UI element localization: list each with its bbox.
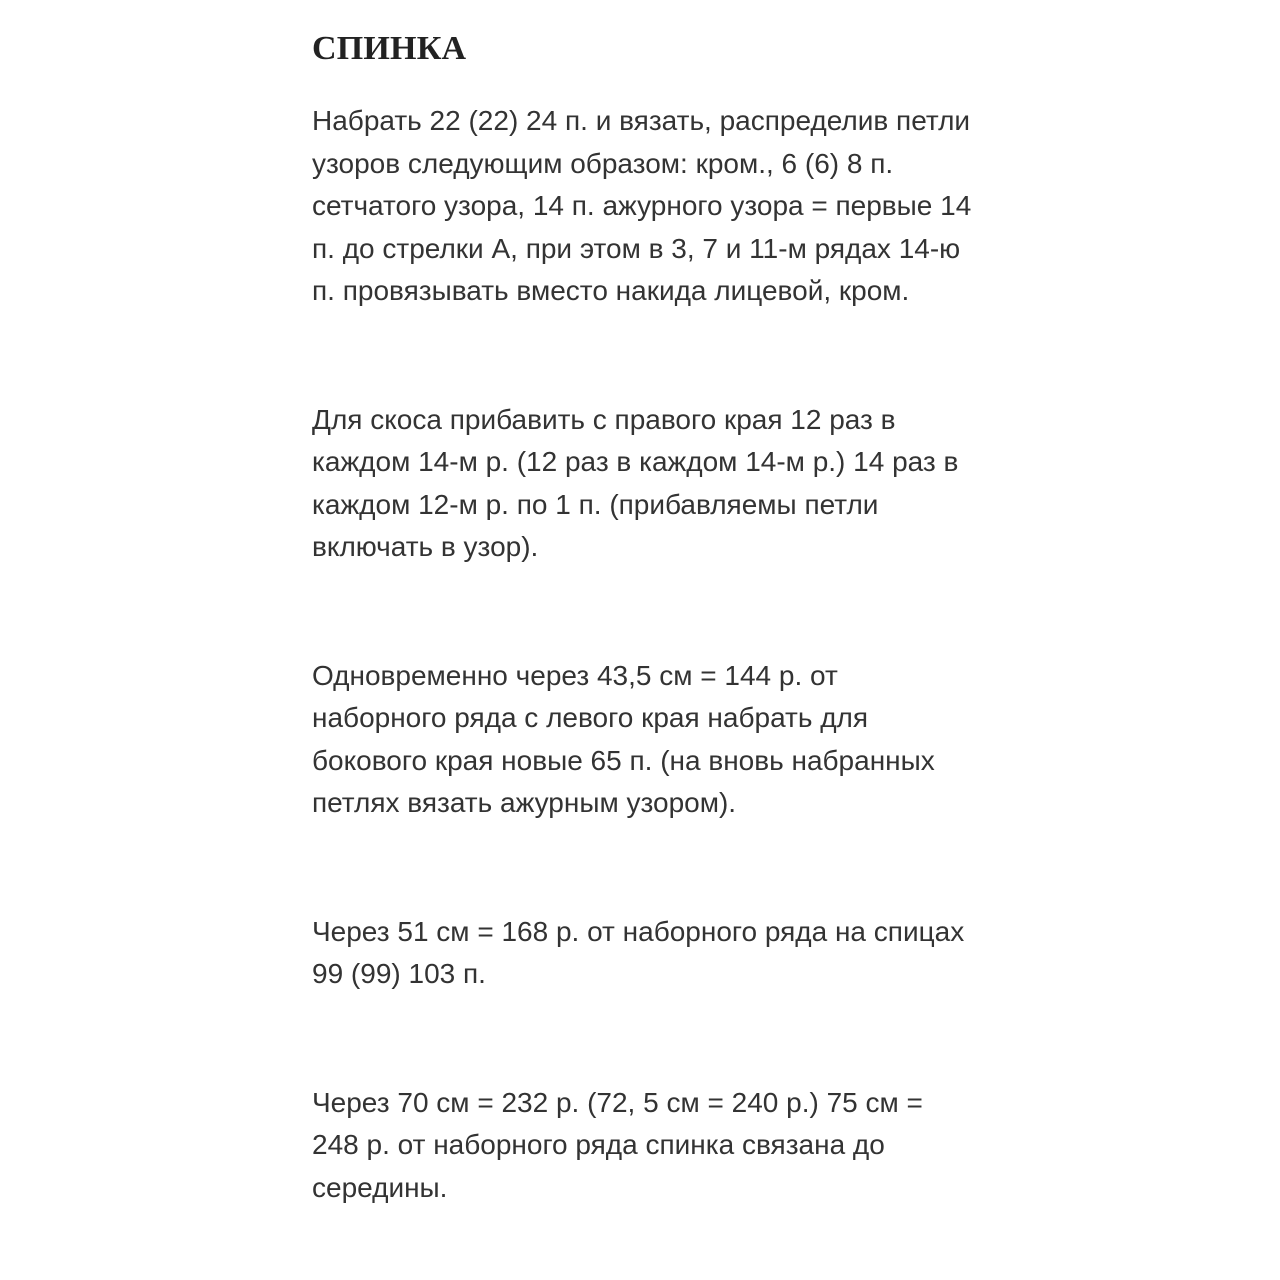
paragraph-51cm: Через 51 см = 168 р. от наборного ряда на спицах 99 (99) 103 п. [312, 915, 965, 989]
paragraph-cast-on: Набрать 22 (22) 24 п. и вязать, распределив петли узоров следующим образом: кром., 6 (6) 8 п. сетчатого узора, 14 п. ажурного узора = первые 14 п. до стрелки А, при этом в 3, 7 и 11-м рядах 14-ю п. провязывать вместо накида лицевой, кром. [312, 105, 972, 306]
paragraph-side-edge: Одновременно через 43,5 см = 144 р. от наборного ряда с левого края набрать для бокового края новые 65 п. (на вновь набранных петлях вязать ажурным узором). [312, 659, 935, 818]
article [312, 28, 972, 1209]
section-title: СПИНКА [312, 30, 467, 67]
paragraph-70cm: Через 70 см = 232 р. (72, 5 см = 240 р.) 75 см = 248 р. от наборного ряда спинка связана до середины. [312, 1086, 923, 1203]
paragraph-slope: Для скоса прибавить с правого края 12 раз в каждом 14-м р. (12 раз в каждом 14-м р.) 14 раз в каждом 12-м р. по 1 п. (прибавляемы петли включать в узор). [312, 403, 959, 562]
